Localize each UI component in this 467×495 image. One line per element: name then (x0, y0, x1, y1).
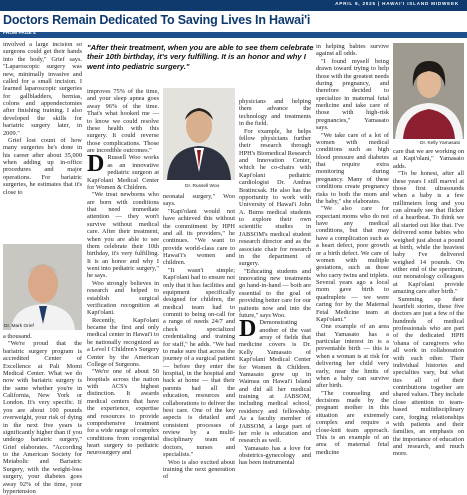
article-headline: Doctors Remain Dedicated To Saving Lives In Hawai'i (3, 13, 311, 27)
yamasato-caption: Dr. Kelly Yamasato (420, 141, 461, 146)
paragraph: "We're one of about 50 hospitals across the nation with ACS's highest distinction. It awards medical centers that have the experience, expertise and resources to provide comprehensive treatment for a wide range of complex conditions from congenital heart surgery to pediatric neurosurgery and (87, 368, 159, 457)
dropcap-d: D (87, 151, 105, 178)
paragraph: Woo strongly believes in research and helped to establish surgical verification recognition at Kapi'olani. (87, 279, 159, 317)
paragraph: "We're proud that the bariatric surgery program is accredited Center of Excellence at Pali Momi Medical Center. What we do now with bariatric surgery is the same whether you're in California, New York or London. It's very specific. If you are about 100 pounds overweight, your risk of dying in the next five years is significantly higher than if you undergo bariatric surgery," Grief elaborates. "According to the American Society for Metabolic and Bariatric Surgery, with the weight-loss surgery, your diabetes goes away 92% of the time, your hypertension (3, 340, 82, 495)
paragraph: involved a large incision so surgeons could get their hands into the body," Grief says. "Laparoscopic surgery was new, minimally invasive and called for a small incision. I learned laparoscopic surgeries for gallbladders, hernias, colons and appendectomies after finishing training. I also developed the skills for bariatric surgery later, in 2009." (3, 41, 82, 137)
paragraph: "It wasn't simple; Kapi'olani had to ensure not only that it has facilities and equipment specifically designed for children, the medical team had to commit to being on-call for a range of needs 24/7 and check specialized credentialing and training for staff," he adds. "We had to make sure that across the journey of a surgical patient — before they enter the hospital, in the hospital and back at home — that their parents had all the education, resources and collaborations to deliver the best care. One of the key aspects is detailed and consistent processes of review by a multi-disciplinary team of doctors, nurses and specialists." (163, 266, 235, 459)
dropcap-d: D (239, 316, 257, 343)
column-4 (239, 98, 311, 480)
dateline: APRIL 9, 2025 | HAWAI'I ISLAND MIDWEEK (335, 1, 459, 6)
paragraph: "Kapi'olani would not have achieved this without the commitment by HPH and all its providers," he continues. "We want to provide world-class care to Hawai'i's women and children. (163, 207, 235, 267)
paragraph: care that we are working on at Kapi'olani," Yamasato adds. (393, 148, 464, 170)
column-1-top (3, 41, 82, 239)
paragraph: "Educating students and innovating new treatments go hand-in-hand — both are essential to the goal of providing better care for our patients now and into the future," says Woo. (239, 267, 311, 319)
column-2 (87, 88, 159, 480)
headline-rule (0, 32, 467, 38)
paragraph: "We also care for expectant moms who do not have any medical conditions, but that may have a complication such as a heart defect, poor growth or a birth defect. We care of women with multiple gestations, such as those who carry twins and triplets. Several years ago a local mom gave birth to quadruplets — we were caring for by the Maternal Fetal Medicine team at Kapi'olani." (316, 205, 389, 323)
paragraph: physicians and helping them advance the technology and treatments in the field. (239, 98, 311, 128)
top-banner (0, 0, 467, 11)
paragraph: in helping babies survive against all odds. (316, 43, 389, 58)
woo-caption: Dr. Russell Woo (185, 184, 220, 189)
paragraph: "We take care of a lot of women with medical conditions such as high blood pressure and diabetes that require extra monitoring during pregnancy. Many of these conditions create pregnancy risks to both the mom and the baby," she elaborates. (316, 131, 389, 205)
yamasato-photo (393, 43, 464, 139)
paragraph: improves 75% of the time, and your sleep apnea goes away 96% of the time. That's what hooked me — to know we could resolve these health with this surgery. It could reverse those complications. Those are incredible outcomes." (87, 88, 159, 154)
paragraph: One example of an area that Yamasato has a particular interest in is a preventable birth — this is when a woman is at risk for delivering her child very early, near the limits of when a baby can survive after birth. (316, 323, 389, 390)
column-6 (393, 148, 464, 480)
grief-caption: Dr. Mark Grief (4, 324, 34, 329)
woo-photo (163, 88, 235, 180)
paragraph: a thousand. (3, 333, 32, 340)
paragraph: Summing up their heartfelt stories, these five doctors are just a few of the hundreds of medical professionals who are part of the dedicated HPH 'ohana of caregivers who all work in collaboration with each other. Their individual histories and specialties vary, but what ties all of their contributions together are shared values. They include close attention to team-based multidisciplinary care, forging relationships with patients and their families, an emphasis on the importance of education and research, and much more. (393, 295, 464, 458)
column-1-bottom (3, 333, 82, 495)
paragraph: "To be honest, after all these years I still marvel at those first ultrasounds when a baby is a few millimeters long and you can already see that flicker of a heartbeat. To think we all started out like that. I've delivered some babies who weighed just about a pound at birth, while the heaviest baby I've delivered weighed 14 pounds. On either end of the spectrum, our neonatology colleagues at Kapi'olani provide amazing care after birth." (393, 170, 464, 296)
paragraph-dropcap (87, 151, 159, 191)
paragraph: Woo is also excited about training the next generation of (163, 458, 235, 481)
column-5 (316, 43, 389, 480)
paragraph: "The counseling and decisions made by the pregnant mother in this situation are extremely complex and require a close-knit team approach. This is an example of an area of maternal fetal medicine (316, 389, 389, 456)
continued-from-label: FROM PAGE 4 (3, 31, 36, 36)
column-3 (163, 193, 235, 480)
paragraph: "I found myself being drawn toward trying to help those with the greatest needs during pregnancy, and therefore decided to specialize in maternal fetal medicine and take care of those with high-risk pregnancies," Yamasato says. (316, 57, 389, 132)
paragraph: "We treat newborns who are born with conditions that need immediate attention — they won't survive without medical care. After their treatment, when you are able to see them celebrate their 10th birthday, it's very fulfilling. It is an honor and why I went into pediatric surgery," he says. (87, 191, 159, 280)
paragraph: Grief lost count of how many surgeries he's done in his career after about 35,000 when adding up in-office procedures and major operations. For bariatric surgeries, he estimates that it's close to (3, 136, 82, 196)
paragraph: Yamasato has a love for obstetrics-gynecology and has been instrumental (239, 444, 311, 467)
grief-photo (3, 244, 82, 330)
paragraph: For example, he helps fellow physicians further their research through HPH's Biomedical Research and Innovation Center, which he co-chairs with Kapi'olani pediatric cardiologist Dr. Andras Bratincsak. He also has the opportunity to work with University of Hawai'i John A. Burns medical students to explore their own scientific studies in JABSOM's medical student research director and as the associate chair for research in the department of surgery. (239, 127, 311, 268)
paragraph-dropcap (239, 316, 311, 445)
paragraph-text: Russell Woo works as an innovative pediatric surgeon at Kapi'olani Medical Center for Women & Children. (87, 154, 159, 191)
paragraph: Recently, Kapi'olani became the first and only medical center in Hawai'i to be nationally recognized as a Level I Children's Surgery Center by the American College of Surgeons. (87, 316, 159, 368)
paragraph: neonatal surgery," Woo says. (163, 193, 235, 208)
pull-quote: "After their treatment, when you are able to see them celebrate their 10th birthday, it's very fulfilling. It is an honor and why I went into pediatric surgery." (87, 43, 314, 71)
paragraph-text: Demonstrating another of the vast array of fields that medicine covers is Dr. Kelly Yamasato of Kapi'olani Medical Center for Women & Children. Yamasato grew up in Waimea on Hawai'i Island and did all her medical training at JABSOM, including medical school, residency and fellowship. As a faculty member of JABSOM, a large part of her role is education and research as well. (239, 319, 311, 445)
